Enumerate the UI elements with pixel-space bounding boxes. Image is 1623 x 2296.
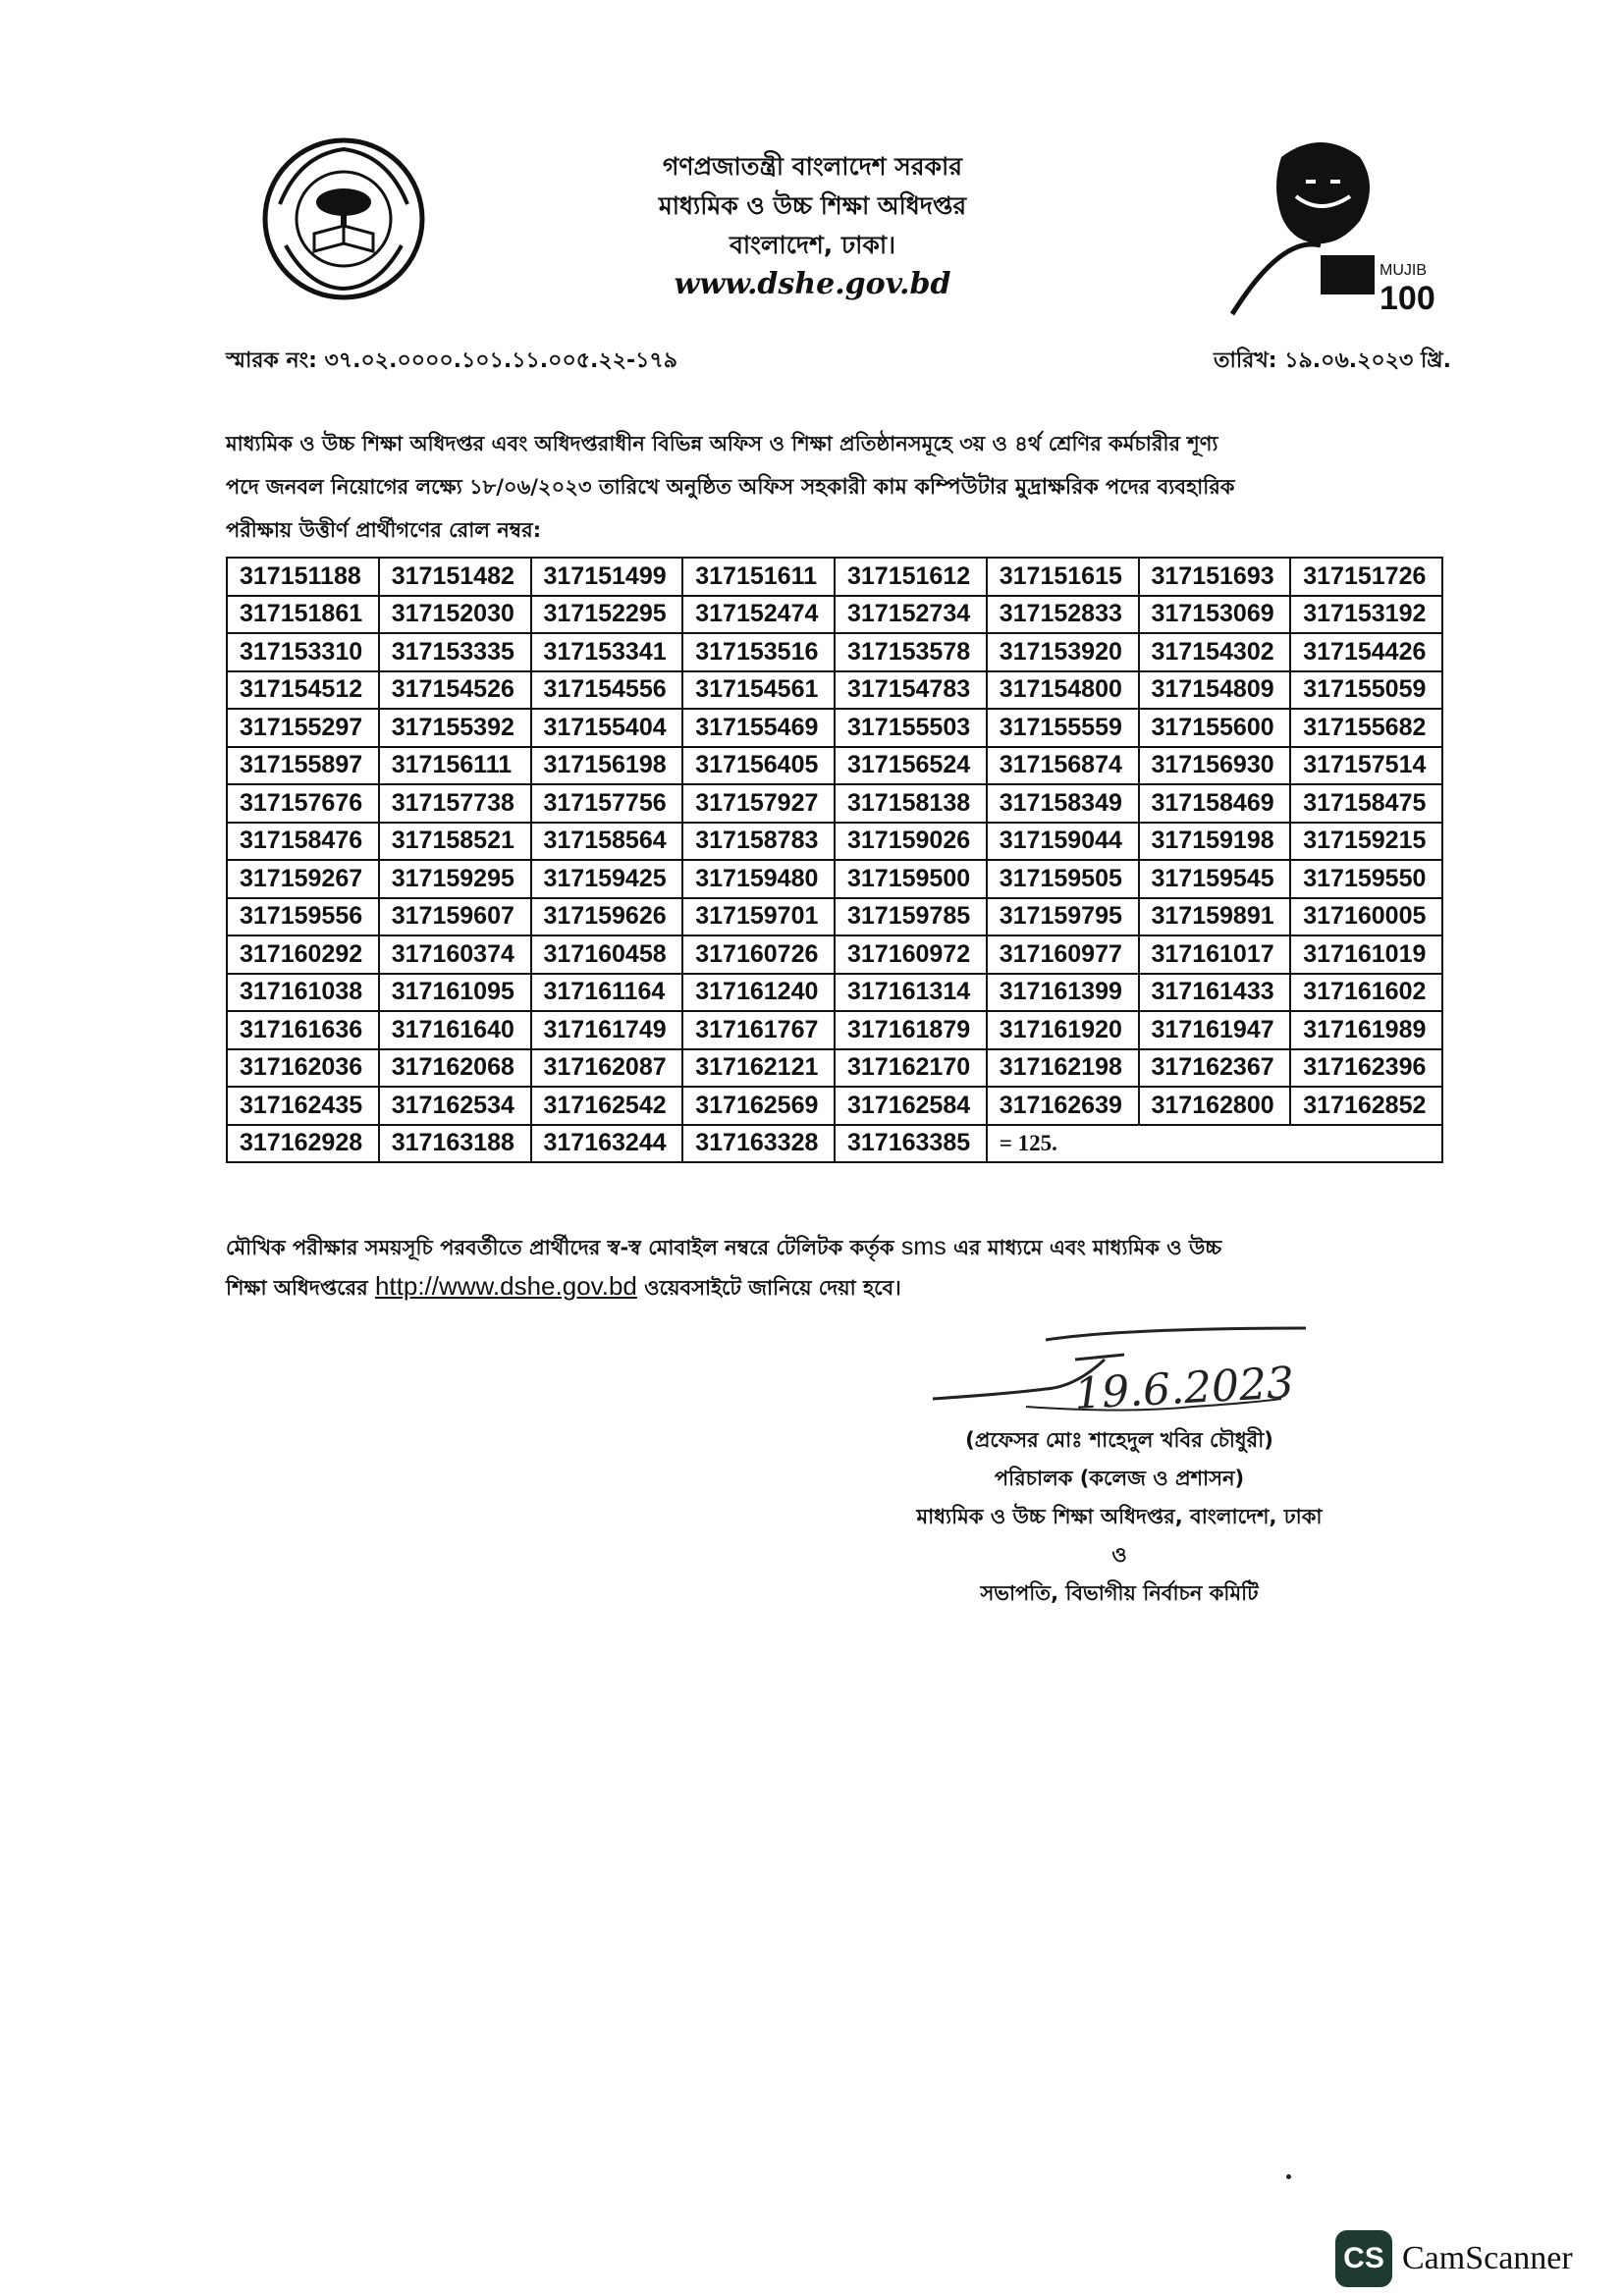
roll-number-cell: 317162367 [1139, 1049, 1291, 1088]
camscanner-watermark [1335, 2228, 1573, 2289]
roll-number-cell: 317151188 [227, 558, 379, 596]
roll-number-cell: 317161602 [1290, 974, 1442, 1012]
svg-text:19.6.2023: 19.6.2023 [1072, 1358, 1296, 1419]
table-row [227, 860, 1442, 898]
roll-number-cell: 317154426 [1290, 633, 1442, 671]
roll-number-cell: 317159215 [1290, 823, 1442, 861]
roll-number-cell: 317162121 [682, 1049, 835, 1088]
roll-number-cell: 317159505 [987, 860, 1139, 898]
roll-number-cell: 317151615 [987, 558, 1139, 596]
roll-number-cell: 317151499 [531, 558, 683, 596]
roll-number-cell: 317162087 [531, 1049, 683, 1088]
roll-number-cell: 317153578 [835, 633, 987, 671]
roll-number-cell: 317151482 [379, 558, 531, 596]
roll-number-cell: 317153069 [1139, 596, 1291, 634]
roll-number-cell: 317159267 [227, 860, 379, 898]
roll-number-cell: 317157676 [227, 784, 379, 823]
roll-number-cell: 317159556 [227, 898, 379, 936]
roll-number-cell: 317157927 [682, 784, 835, 823]
roll-number-cell: 317153341 [531, 633, 683, 671]
roll-number-cell: 317158349 [987, 784, 1139, 823]
roll-number-cell: 317154800 [987, 671, 1139, 710]
roll-number-cell: 317157514 [1290, 747, 1442, 785]
roll-number-cell: 317159026 [835, 823, 987, 861]
roll-number-cell: 317161636 [227, 1011, 379, 1049]
table-row [227, 974, 1442, 1012]
roll-number-cell: 317155682 [1290, 709, 1442, 747]
roll-number-cell: 317159626 [531, 898, 683, 936]
roll-number-cell: 317154302 [1139, 633, 1291, 671]
camscanner-label: CamScanner [1402, 2240, 1573, 2276]
roll-number-cell: 317162542 [531, 1087, 683, 1125]
roll-number-cell: 317161095 [379, 974, 531, 1012]
roll-number-cell: 317157756 [531, 784, 683, 823]
roll-number-cell: 317160726 [682, 935, 835, 974]
roll-number-cell: 317162639 [987, 1087, 1139, 1125]
roll-number-cell: 317159295 [379, 860, 531, 898]
roll-number-cell: 317162198 [987, 1049, 1139, 1088]
roll-number-cell: 317155404 [531, 709, 683, 747]
roll-number-cell: 317158783 [682, 823, 835, 861]
roll-number-cell: 317162534 [379, 1087, 531, 1125]
post-name: অফিস সহকারী কাম কম্পিউটার মুদ্রাক্ষরিক [738, 475, 1099, 500]
roll-number-cell: 317154512 [227, 671, 379, 710]
roll-number-cell: 317154556 [531, 671, 683, 710]
roll-number-cell: 317161879 [835, 1011, 987, 1049]
intro-line-2-end: পদের ব্যবহারিক [1098, 475, 1235, 499]
roll-number-cell: 317154809 [1139, 671, 1291, 710]
roll-number-cell: 317153516 [682, 633, 835, 671]
roll-number-cell: 317153310 [227, 633, 379, 671]
roll-number-cell: 317161920 [987, 1011, 1139, 1049]
roll-number-cell: 317161767 [682, 1011, 835, 1049]
roll-number-cell: 317155559 [987, 709, 1139, 747]
roll-number-cell: 317152833 [987, 596, 1139, 634]
roll-number-cell: 317161433 [1139, 974, 1291, 1012]
table-row [227, 1125, 1442, 1163]
roll-number-cell: 317161749 [531, 1011, 683, 1049]
roll-number-cell: 317161989 [1290, 1011, 1442, 1049]
intro-line-2-start: পদে জনবল নিয়োগের লক্ষ্যে ১৮/০৬/২০২৩ তারিখে অনুষ্ঠিত [226, 475, 739, 499]
roll-number-cell: 317160374 [379, 935, 531, 974]
intro-line-1: মাধ্যমিক ও উচ্চ শিক্ষা অধিদপ্তর এবং অধিদপ্তরাধীন বিভিন্ন অফিস ও শিক্ষা প্রতিষ্ঠানসমূহে ৩য় ও ৪র্থ শ্রেণির কর্মচারীর শূণ্য [226, 432, 1218, 455]
table-row [227, 1049, 1442, 1088]
roll-number-cell: 317154561 [682, 671, 835, 710]
table-row [227, 935, 1442, 974]
notice-line-2 [226, 1266, 1463, 1306]
signatory-committee-role: সভাপতি, বিভাগীয় নির্বাচন কমিটি [980, 1581, 1259, 1605]
roll-number-cell: 317162435 [227, 1087, 379, 1125]
issue-date: তারিখ: ১৯.০৬.২০২৩ খ্রি. [1214, 348, 1451, 373]
intro-line-3: পরীক্ষায় উত্তীর্ণ প্রার্থীগণের রোল নম্বর: [226, 518, 542, 542]
roll-number-cell: 317151861 [227, 596, 379, 634]
signatory-block [844, 1421, 1394, 1613]
roll-number-cell: 317160972 [835, 935, 987, 974]
roll-number-cell: 317158476 [227, 823, 379, 861]
roll-number-cell: 317151693 [1139, 558, 1291, 596]
roll-number-cell: 317159044 [987, 823, 1139, 861]
roll-number-cell: 317155897 [227, 747, 379, 785]
notice-paragraph [226, 1227, 1463, 1306]
roll-number-table [226, 557, 1443, 1163]
roll-number-cell: 317160977 [987, 935, 1139, 974]
roll-number-cell: 317152474 [682, 596, 835, 634]
roll-number-cell: 317158469 [1139, 784, 1291, 823]
roll-number-cell: 317161240 [682, 974, 835, 1012]
roll-number-cell: 317162068 [379, 1049, 531, 1088]
roll-number-cell: 317153920 [987, 633, 1139, 671]
signatory-and: ও [1111, 1543, 1127, 1567]
roll-number-cell: 317159785 [835, 898, 987, 936]
table-row [227, 709, 1442, 747]
roll-number-cell: 317162928 [227, 1125, 379, 1163]
table-row [227, 823, 1442, 861]
signatory-name: (প্রফেসর মোঃ শাহেদুল খবির চৌধুরী) [965, 1428, 1273, 1452]
table-row [227, 1087, 1442, 1125]
roll-number-cell: 317155392 [379, 709, 531, 747]
roll-number-cell: 317152030 [379, 596, 531, 634]
mujib-100-logo [1222, 128, 1448, 324]
notice-line-1-start: মৌখিক পরীক্ষার সময়সূচি পরবর্তীতে প্রার্থীদের স্ব-স্ব মোবাইল নম্বরে টেলিটক কর্তৃক [226, 1236, 901, 1259]
roll-number-cell: 317162036 [227, 1049, 379, 1088]
roll-number-cell: 317162396 [1290, 1049, 1442, 1088]
roll-number-cell: 317161164 [531, 974, 683, 1012]
roll-number-cell: 317153192 [1290, 596, 1442, 634]
roll-number-cell: 317156524 [835, 747, 987, 785]
roll-number-cell: 317159425 [531, 860, 683, 898]
government-title: গণপ্রজাতন্ত্রী বাংলাদেশ সরকার [663, 152, 962, 181]
roll-number-cell: 317162584 [835, 1087, 987, 1125]
table-row [227, 671, 1442, 710]
roll-number-cell: 317155469 [682, 709, 835, 747]
camscanner-logo-icon: CS [1335, 2230, 1392, 2287]
roll-number-cell: 317159550 [1290, 860, 1442, 898]
table-row [227, 898, 1442, 936]
roll-number-cell: 317156930 [1139, 747, 1291, 785]
roll-number-cell: 317152295 [531, 596, 683, 634]
roll-number-cell: 317159891 [1139, 898, 1291, 936]
dshe-website-link[interactable]: http://www.dshe.gov.bd [374, 1271, 637, 1301]
roll-number-cell: 317161399 [987, 974, 1139, 1012]
roll-number-cell: 317159701 [682, 898, 835, 936]
roll-number-cell: 317163385 [835, 1125, 987, 1163]
svg-text:MUJIB: MUJIB [1380, 262, 1427, 279]
intro-paragraph [226, 422, 1453, 552]
roll-number-cell: 317162170 [835, 1049, 987, 1088]
sms-word: sms [900, 1233, 947, 1260]
table-row [227, 1011, 1442, 1049]
table-row [227, 747, 1442, 785]
roll-number-cell: 317153335 [379, 633, 531, 671]
table-row [227, 633, 1442, 671]
notice-line-2-start: শিক্ষা অধিদপ্তরের [226, 1276, 375, 1300]
notice-line-2-end: ওয়েবসাইটে জানিয়ে দেয়া হবে। [636, 1276, 901, 1300]
table-row [227, 596, 1442, 634]
memo-number: স্মারক নং: ৩৭.০২.০০০০.১০১.১১.০০৫.২২-১৭৯ [226, 348, 677, 373]
roll-number-cell: 317159500 [835, 860, 987, 898]
notice-line-1-end: এর মাধ্যমে এবং মাধ্যমিক ও উচ্চ [946, 1236, 1222, 1259]
roll-number-cell: 317158521 [379, 823, 531, 861]
roll-number-cell: 317161640 [379, 1011, 531, 1049]
roll-number-cell: 317159545 [1139, 860, 1291, 898]
roll-number-cell: 317157738 [379, 784, 531, 823]
roll-number-cell: 317162800 [1139, 1087, 1291, 1125]
roll-number-cell: 317152734 [835, 596, 987, 634]
handwritten-signature [928, 1320, 1321, 1438]
roll-number-cell: 317159795 [987, 898, 1139, 936]
website-line: www.dshe.gov.bd [674, 267, 951, 301]
roll-number-cell: 317159198 [1139, 823, 1291, 861]
roll-number-cell: 317154526 [379, 671, 531, 710]
roll-number-cell: 317163188 [379, 1125, 531, 1163]
roll-number-cell: 317161038 [227, 974, 379, 1012]
roll-number-cell: 317156874 [987, 747, 1139, 785]
roll-number-cell: 317151611 [682, 558, 835, 596]
table-row [227, 784, 1442, 823]
roll-number-cell: 317158475 [1290, 784, 1442, 823]
roll-number-cell: 317160292 [227, 935, 379, 974]
roll-number-cell: 317159607 [379, 898, 531, 936]
notice-line-1 [226, 1227, 1463, 1266]
roll-number-cell: 317155297 [227, 709, 379, 747]
roll-number-cell: 317160005 [1290, 898, 1442, 936]
roll-number-cell: 317159480 [682, 860, 835, 898]
roll-total-cell: = 125. [987, 1125, 1442, 1163]
roll-number-cell: 317160458 [531, 935, 683, 974]
roll-number-cell: 317163244 [531, 1125, 683, 1163]
roll-number-cell: 317161017 [1139, 935, 1291, 974]
roll-number-cell: 317155600 [1139, 709, 1291, 747]
directorate-title: মাধ্যমিক ও উচ্চ শিক্ষা অধিদপ্তর [658, 191, 967, 220]
roll-number-cell: 317163328 [682, 1125, 835, 1163]
letterhead [589, 147, 1036, 304]
roll-number-cell: 317154783 [835, 671, 987, 710]
table-row [227, 558, 1442, 596]
government-emblem-logo [260, 135, 427, 302]
roll-number-cell: 317162852 [1290, 1087, 1442, 1125]
roll-number-cell: 317162569 [682, 1087, 835, 1125]
location-line: বাংলাদেশ, ঢাকা। [729, 231, 896, 259]
roll-number-cell: 317151726 [1290, 558, 1442, 596]
roll-number-cell: 317155059 [1290, 671, 1442, 710]
roll-number-cell: 317158564 [531, 823, 683, 861]
svg-text:100: 100 [1380, 280, 1435, 317]
roll-number-cell: 317156405 [682, 747, 835, 785]
signatory-designation: পরিচালক (কলেজ ও প্রশাসন) [994, 1467, 1245, 1490]
roll-number-cell: 317151612 [835, 558, 987, 596]
roll-number-cell: 317161947 [1139, 1011, 1291, 1049]
roll-number-cell: 317156198 [531, 747, 683, 785]
roll-number-cell: 317161314 [835, 974, 987, 1012]
roll-number-cell: 317161019 [1290, 935, 1442, 974]
signatory-office: মাধ্যমিক ও উচ্চ শিক্ষা অধিদপ্তর, বাংলাদেশ, ঢাকা [916, 1505, 1323, 1528]
roll-number-cell: 317158138 [835, 784, 987, 823]
intro-line-2 [226, 465, 1453, 508]
roll-number-cell: 317155503 [835, 709, 987, 747]
roll-number-cell: 317156111 [379, 747, 531, 785]
scan-speck [1286, 2174, 1291, 2179]
